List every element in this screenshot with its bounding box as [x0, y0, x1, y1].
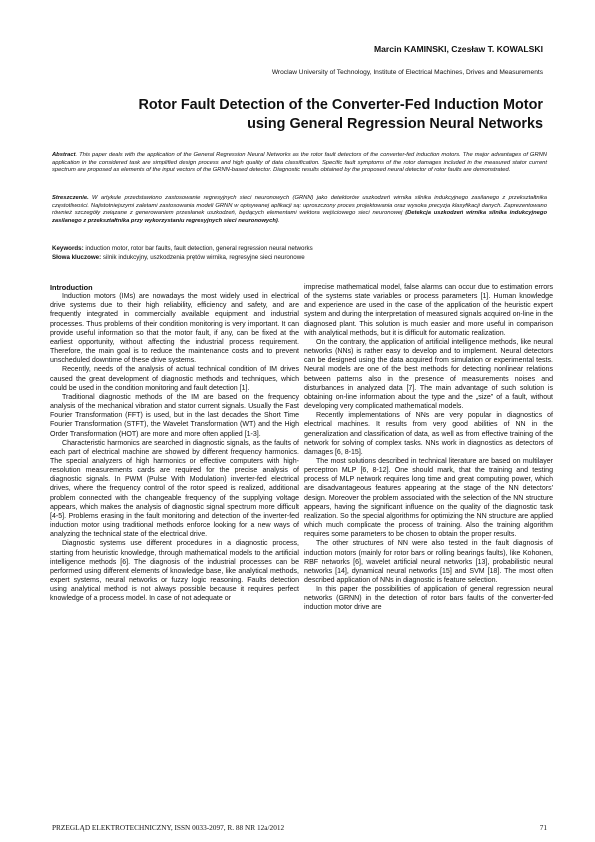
paragraph: Characteristic harmonics are searched in diagnostic signals, as the faults of each part of electrical machine are showed by different frequency harmonics. The special analyzers of high harmonics or effective computers with high-resolution measurements cards are required for the precise analysis of diagnostic signals. In PWM (Pulse With Modulation) inverter-fed electrical drives, where the frequency control of the rotor speed is realized, additional problem connected with the changeable frequency of the supplying voltage appears, which makes the analysis of diagnostic signal spectrum more difficult [4-5]. Problems erasing in the fault monitoring and detection of the inverter-fed induction motor using traditional methods enforce looking for a new ways of analyzing the technical state of the electrical drive.	[50, 439, 299, 539]
keywords-en-label: Keywords:	[52, 245, 84, 252]
paragraph: Recently implementations of NNs are very popular in diagnostics of electrical machines. It results from very good abilities of NN in the generalization and classification of data, as well as from effective training of the network for solving of complex tasks. NNs work in diagnostics as detectors of damages [6, 8-15].	[304, 412, 553, 456]
journal-citation: PRZEGLĄD ELEKTROTECHNICZNY, ISSN 0033-2097, R. 88 NR 12a/2012	[52, 823, 285, 832]
streszczenie-end: .	[277, 217, 280, 224]
keywords-pl-label: Słowa kluczowe:	[52, 253, 102, 261]
paragraph: The most solutions described in technical literature are based on multilayer perceptron MLP [6, 8-12]. One should mark, that the training and testing process of MLP network requires long time and great computing power, which are disadvantageous features appearing at the stage of the NN detectors' design. Moreover the problem associated with the selection of the NN structure appears, having the significant influence on the quality of the diagnostic task realization. So the special algorithms for optimizing the NN structure are applied which much complicate the process of training. Also the training algorithm requires some parameters to be chosen to obtain the proper results.	[304, 457, 553, 539]
streszczenie	[52, 195, 547, 225]
abstract-label: Abstract	[52, 152, 76, 158]
keywords-pl	[52, 254, 547, 263]
abstract-text: . This paper deals with the application of the General Regression Neural Networks as the rotor fault detectors of the converter-fed induction motors. The major advantages of GRNN application in the considered task are simplified design process and high quality of data classification. Specific fault symptoms of the rotor damages included in the measured stator current spectrum are proposed as elements of the input vectors of the GRNN-based detector. Diagnostic results obtained by the proposed neural detector of rotor faults are demonstrated.	[52, 152, 547, 174]
paragraph: Recently, needs of the analysis of actual technical condition of IM drives caused the great development of diagnostic methods and techniques, which could be used in the condition monitoring and fault detection [1].	[50, 366, 299, 392]
keywords-en-text: induction motor, rotor bar faults, fault detection, general regression neural networks	[83, 245, 313, 252]
paragraph: Traditional diagnostic methods of the IM are based on the frequency analysis of the mechanical vibration and stator current signals. Usually the Fast Fourier Transformation (FFT) is used, but in the last decades the Short Time Fourier Transformation (STFT), the Wavelet Transformation (WT) and the High Order Transformation (HOT) are more and more often applied [1-3].	[50, 393, 299, 438]
authors: Marcin KAMINSKI, Czesław T. KOWALSKI	[373, 44, 543, 54]
paper-title	[46, 96, 543, 134]
keywords-en	[52, 245, 547, 254]
streszczenie-label: Streszczenie.	[52, 195, 89, 201]
paragraph: Diagnostic systems use different procedures in a diagnostic process, starting from heuristic knowledge, through mathematical models to the artificial intelligence methods [6]. The diagnosis of the industrial processes can be performed using different elements of knowledge base, like analytical methods, expert systems, neural networks or fuzzy logic reasoning. Faults detection using analytical method is not always possible because it requires perfect knowledge of a process model. In case of not adequate or	[50, 540, 299, 603]
paragraph: On the contrary, the application of artificial intelligence methods, like neural networks (NNs) is rather easy to develop and to implement. Neural detectors can be designed using the data acquired from simulation or experimental tests. Neural models are one of the best methods for detecting nonlinear relations between patterns also in the presence of measurements noises and disturbances in analyzed data [7]. The main advantage of such solution is obtaining on-line information about the type and the „size” of a fault, without developing very complicated mathematical models.	[304, 338, 553, 411]
title-line-2: using General Regression Neural Networks	[247, 116, 543, 132]
keywords-pl-text: silnik indukcyjny, uszkodzenia prętów wirnika, regresyjne sieci neuronowe	[101, 253, 305, 261]
right-column	[304, 283, 553, 613]
left-column	[50, 283, 299, 603]
streszczenie-title-pl: (Detekcja uszkodzeń wirnika silnika indukcyjnego zasilanego z przekształtnika przy wykorzystaniu regresyjnych sieci neuronowych)	[52, 210, 547, 224]
title-line-1: Rotor Fault Detection of the Converter-Fed Induction Motor	[138, 97, 543, 113]
page-footer	[52, 823, 547, 832]
page-number: 71	[539, 823, 547, 832]
affiliation: Wroclaw University of Technology, Institute of Electrical Machines, Drives and Measurements	[271, 69, 543, 76]
streszczenie-text: W artykule przedstawiono zastosowanie regresyjnych sieci neuronowych (GRNN) jako detektorów uszkodzeń wirnika silnika indukcyjnego zasilanego z przekształtnika częstotliwości. Najistotniejszymi zaletami zastosowania modeli GRNN w opisywanej aplikacji są: uproszczony proces projektowania oraz wysoka precyzja klasyfikacji danych. Zaprezentowano również szczegóły związane z generowaniem przesłanek uszkodzeń, będących elementami wektora wejściowego sieci neuronowej	[52, 195, 547, 217]
paragraph: In this paper the possibilities of application of general regression neural networks (GRNN) in the detection of rotor bars faults of the converter-fed induction motor drive are	[304, 586, 553, 612]
abstract	[52, 152, 547, 175]
paragraph: The other structures of NN were also tested in the fault diagnosis of induction motors (mainly for rotor bars or rolling bearings faults), like Kohonen, RBF networks [6], wavelet artificial neural networks [13], probabilistic neural networks [14], dynamical neural networks [15] and SVM [18]. The most often described application of NNs in diagnostic is feature selection.	[304, 540, 553, 584]
keywords	[52, 245, 547, 262]
paragraph: Induction motors (IMs) are nowadays the most widely used in electrical drive systems due to their high reliability, efficiency and safety, and are frequently integrated in commercially available equipment and industrial processes. Thus problems of their condition monitoring is very important. It can provide useful information so that the motor fault, if any, can be fixed at the earliest opportunity, without affecting the industrial process requirement. Therefore, the main goal is to reduce the maintenance costs and to prevent unscheduled downtime of these drive systems.	[50, 293, 299, 365]
section-heading-introduction: Introduction	[50, 283, 93, 292]
paragraph: imprecise mathematical model, false alarms can occur due to estimation errors of the systems state variables or process parameters [1]. Human knowledge and experience are used in the case of the application of the heuristic expert system and during the interpretation of measured signals acquired on-line in the diagnosed plant. This solution is much easier and more useful in comparison with analytical methods, but it is difficult for automatic realization.	[304, 284, 553, 337]
